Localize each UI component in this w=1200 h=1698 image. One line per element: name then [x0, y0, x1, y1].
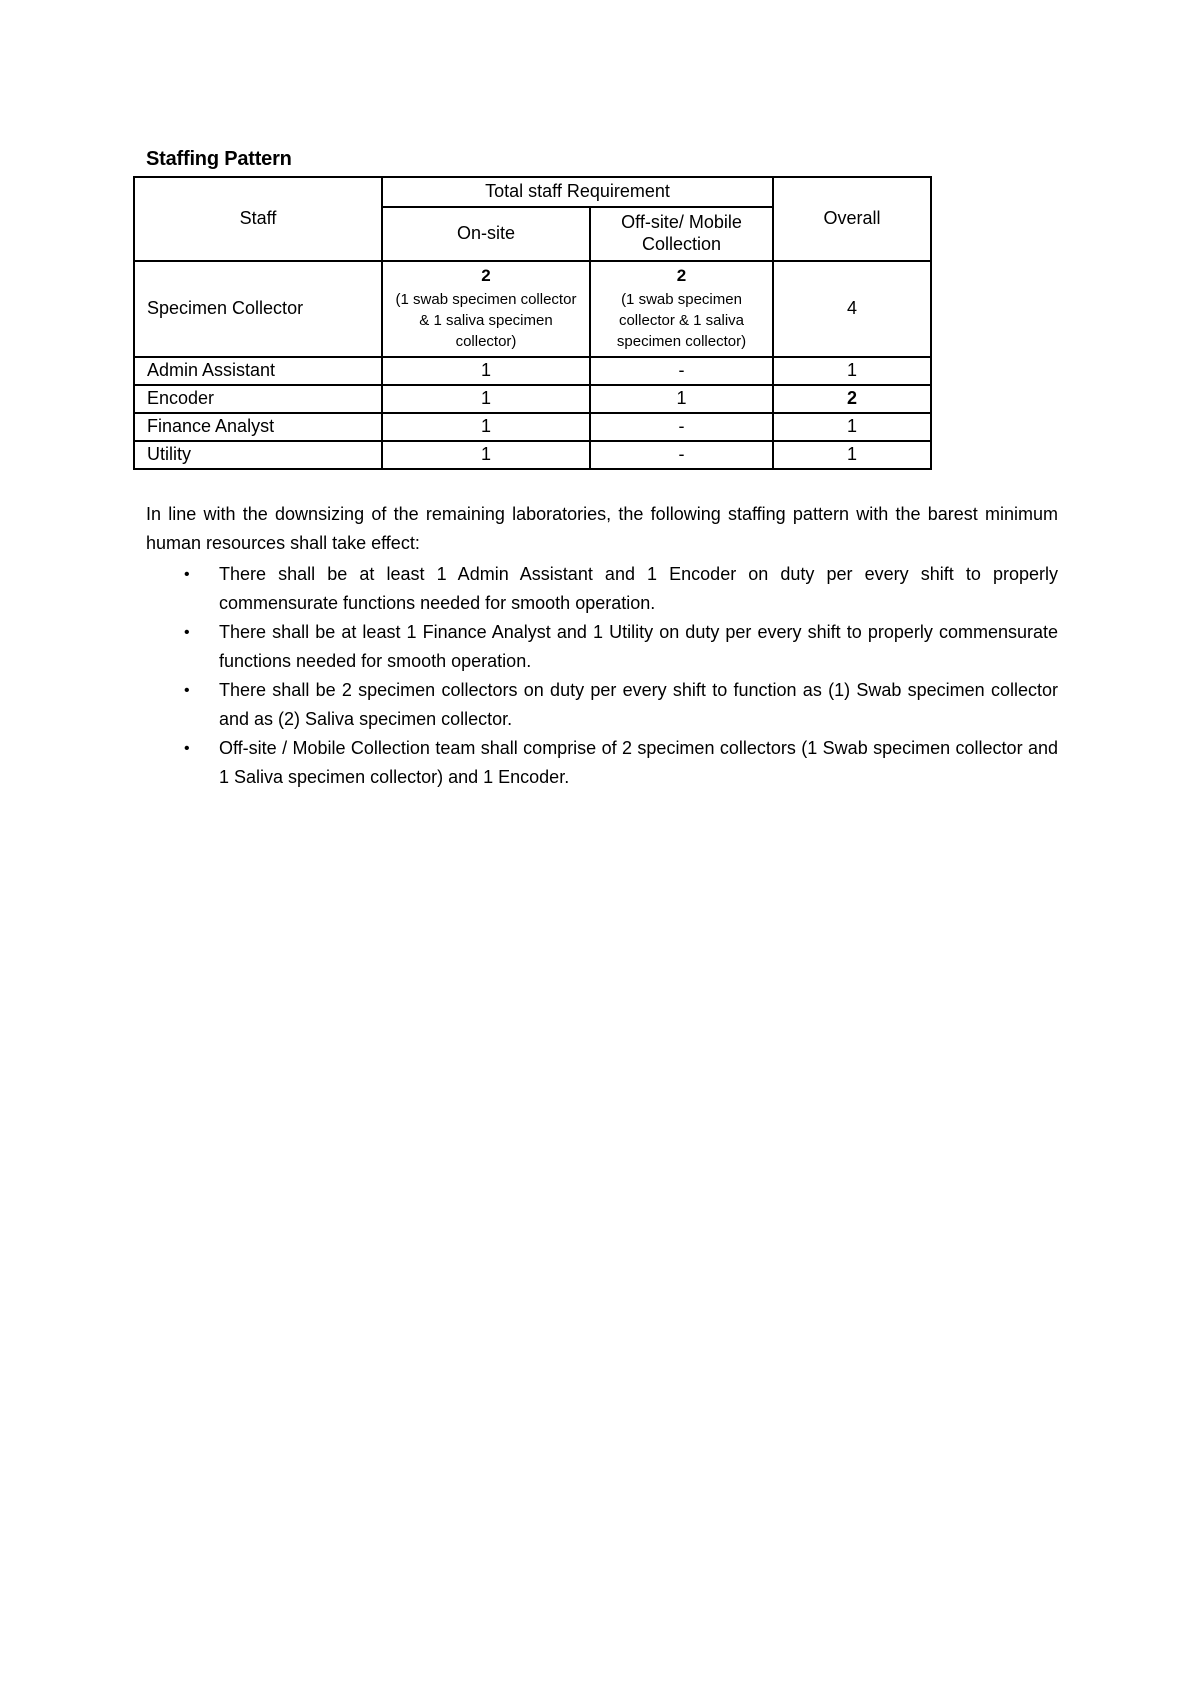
list-item-text: Off-site / Mobile Collection team shall comprise of 2 specimen collectors (1 Swab specimen collector and 1 Saliva specimen collector) and 1 Encoder.	[219, 738, 1058, 787]
cell-staff: Specimen Collector	[134, 261, 382, 357]
cell-offsite: 1	[590, 385, 773, 413]
cell-staff: Finance Analyst	[134, 413, 382, 441]
header-total-requirement: Total staff Requirement	[382, 177, 773, 207]
cell-offsite-value: 2	[676, 266, 687, 286]
cell-offsite	[590, 261, 773, 357]
cell-offsite: -	[590, 413, 773, 441]
bullet-list	[146, 560, 1058, 792]
table-row	[134, 413, 931, 441]
cell-onsite: 1	[382, 385, 590, 413]
list-item-text: There shall be 2 specimen collectors on duty per every shift to function as (1) Swab specimen collector and as (2) Saliva specimen collector.	[219, 680, 1058, 729]
list-item	[146, 676, 1058, 734]
cell-onsite	[382, 261, 590, 357]
table-row	[134, 385, 931, 413]
table-row	[134, 261, 931, 357]
cell-onsite: 1	[382, 357, 590, 385]
cell-staff: Admin Assistant	[134, 357, 382, 385]
header-onsite: On-site	[382, 207, 590, 261]
table-row	[134, 357, 931, 385]
list-item	[146, 734, 1058, 792]
cell-onsite: 1	[382, 413, 590, 441]
header-overall: Overall	[773, 177, 931, 261]
cell-onsite-value: 2	[481, 266, 491, 286]
cell-offsite: -	[590, 441, 773, 469]
staffing-table	[133, 176, 932, 470]
table-row	[134, 441, 931, 469]
list-item-text: There shall be at least 1 Finance Analyst and 1 Utility on duty per every shift to properly commensurate functions needed for smooth operation.	[219, 622, 1058, 671]
bullet-icon: •	[184, 740, 190, 757]
cell-onsite-note: (1 swab specimen collector & 1 saliva specimen collector)	[395, 290, 577, 350]
intro-paragraph: In line with the downsizing of the remaining laboratories, the following staffing pattern with the barest minimum human resources shall take effect:	[146, 504, 1058, 553]
cell-staff: Encoder	[134, 385, 382, 413]
list-item	[146, 560, 1058, 618]
bullet-icon: •	[184, 682, 190, 699]
bullet-icon: •	[184, 624, 190, 641]
header-offsite: Off-site/ Mobile Collection	[590, 207, 773, 261]
cell-overall: 1	[773, 441, 931, 469]
section-heading: Staffing Pattern	[146, 148, 292, 170]
cell-overall: 2	[773, 385, 931, 413]
cell-offsite-note: (1 swab specimen collector & 1 saliva specimen collector)	[616, 290, 747, 350]
header-staff: Staff	[134, 177, 382, 261]
cell-staff: Utility	[134, 441, 382, 469]
cell-overall: 1	[773, 413, 931, 441]
cell-overall: 1	[773, 357, 931, 385]
table-header-row	[134, 177, 931, 207]
list-item	[146, 618, 1058, 676]
list-item-text: There shall be at least 1 Admin Assistant and 1 Encoder on duty per every shift to properly commensurate functions needed for smooth operation.	[219, 564, 1058, 613]
cell-offsite: -	[590, 357, 773, 385]
cell-overall: 4	[773, 261, 931, 357]
bullet-icon: •	[184, 566, 190, 583]
cell-onsite: 1	[382, 441, 590, 469]
